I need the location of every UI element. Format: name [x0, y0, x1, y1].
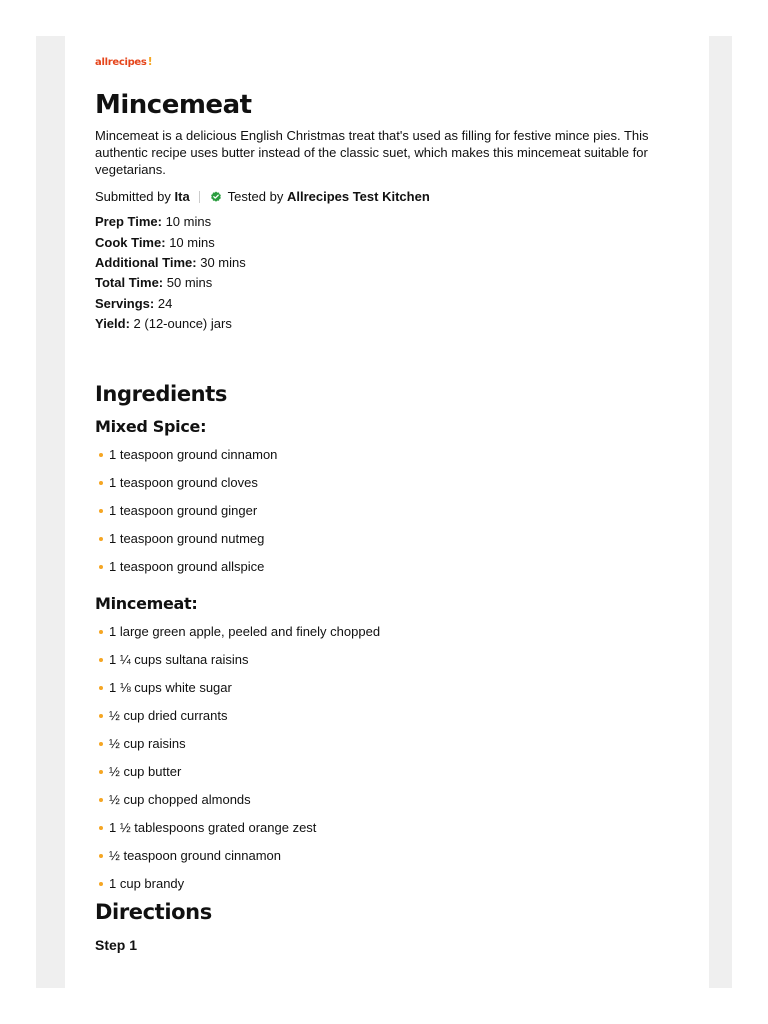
- bullet-icon: [99, 481, 103, 485]
- detail-value: 30 mins: [200, 255, 246, 270]
- submitted-by-author[interactable]: Ita: [174, 189, 190, 205]
- tested-by-name[interactable]: Allrecipes Test Kitchen: [286, 189, 430, 205]
- ingredient-text: 1 ½ tablespoons grated orange zest: [109, 820, 317, 836]
- bullet-icon: [99, 742, 103, 746]
- detail-yield: [95, 314, 695, 334]
- recipe-title: Mincemeat: [95, 90, 252, 120]
- bullet-icon: [99, 453, 103, 457]
- detail-cook-time: [95, 233, 695, 253]
- detail-value: 24: [157, 295, 173, 311]
- detail-value: 10 mins: [165, 214, 212, 230]
- recipe-article: [95, 52, 695, 953]
- ingredient-text: ½ cup butter: [109, 764, 182, 780]
- detail-additional-time: [95, 253, 695, 273]
- allrecipes-logo[interactable]: [95, 55, 152, 68]
- ingredient-list-mincemeat: [95, 619, 695, 899]
- detail-label: Prep Time:: [95, 214, 162, 230]
- bullet-icon: [99, 537, 103, 541]
- ingredient-list-mixed-spice: [95, 442, 695, 582]
- byline-divider: [199, 191, 200, 203]
- logo-text: allrecipes: [95, 57, 147, 68]
- ingredient-item: [95, 470, 695, 498]
- bullet-icon: [99, 630, 103, 634]
- ingredient-text: 1 teaspoon ground cinnamon: [109, 447, 278, 462]
- ingredient-item: [95, 619, 695, 647]
- detail-total-time: [95, 273, 695, 293]
- detail-value: 10 mins: [169, 234, 215, 250]
- ingredient-text: ½ teaspoon ground cinnamon: [109, 848, 282, 864]
- right-page-rail: [709, 36, 732, 988]
- detail-label: Cook Time:: [95, 234, 166, 250]
- ingredient-item: [95, 787, 695, 815]
- submitted-by-prefix: Submitted by: [95, 189, 171, 205]
- ingredient-item: [95, 843, 695, 871]
- ingredient-item: [95, 647, 695, 675]
- ingredient-text: 1 ⅛ cups white sugar: [109, 680, 232, 696]
- ingredient-text: ½ cup chopped almonds: [109, 792, 251, 808]
- ingredient-text: ½ cup dried currants: [109, 708, 228, 724]
- ingredient-item: [95, 703, 695, 731]
- recipe-byline: [95, 188, 695, 206]
- ingredient-item: [95, 731, 695, 759]
- ingredient-text: 1 cup brandy: [109, 876, 185, 892]
- left-page-rail: [36, 36, 65, 988]
- bullet-icon: [99, 798, 103, 802]
- bullet-icon: [99, 509, 103, 513]
- bullet-icon: [99, 658, 103, 662]
- detail-prep-time: [95, 212, 695, 232]
- logo-mark: !: [147, 55, 153, 68]
- ingredient-item: [95, 554, 695, 582]
- ingredient-item: [95, 675, 695, 703]
- ingredient-text: 1 teaspoon ground ginger: [109, 503, 258, 518]
- bullet-icon: [99, 565, 103, 569]
- bullet-icon: [99, 882, 103, 886]
- bullet-icon: [99, 826, 103, 830]
- ingredient-item: [95, 442, 695, 470]
- ingredient-item: [95, 498, 695, 526]
- ingredients-heading: Ingredients: [95, 381, 227, 406]
- ingredient-item: [95, 871, 695, 899]
- ingredient-text: 1 large green apple, peeled and finely chopped: [109, 624, 381, 640]
- ingredient-text: 1 teaspoon ground nutmeg: [109, 531, 265, 546]
- detail-label: Total Time:: [95, 275, 164, 291]
- ingredient-text: 1 teaspoon ground cloves: [109, 475, 258, 490]
- bullet-icon: [99, 854, 103, 858]
- ingredient-item: [95, 815, 695, 843]
- detail-label: Yield:: [95, 316, 130, 332]
- detail-value: 50 mins: [166, 275, 213, 291]
- bullet-icon: [99, 714, 103, 718]
- tested-by-prefix: Tested by: [227, 189, 284, 205]
- bullet-icon: [99, 686, 103, 690]
- detail-label: Servings:: [95, 295, 155, 311]
- detail-servings: [95, 294, 695, 314]
- step-label: Step 1: [95, 937, 138, 954]
- ingredient-text: ½ cup raisins: [109, 736, 186, 752]
- ingredient-group-title: Mixed Spice:: [95, 416, 207, 436]
- ingredient-item: [95, 526, 695, 554]
- recipe-details: [95, 212, 695, 334]
- directions-heading: Directions: [95, 900, 212, 925]
- ingredient-group-title: Mincemeat:: [95, 594, 198, 613]
- ingredient-text: 1 ¼ cups sultana raisins: [109, 652, 249, 668]
- verified-check-icon: [210, 191, 222, 203]
- detail-value: 2 (12-ounce) jars: [133, 316, 232, 332]
- ingredient-item: [95, 759, 695, 787]
- detail-label: Additional Time:: [95, 255, 197, 270]
- ingredient-text: 1 teaspoon ground allspice: [109, 559, 265, 574]
- recipe-description: Mincemeat is a delicious English Christmas treat that's used as filling for festive mince pies. This authentic recipe uses butter instead of the classic suet, which makes this mincemeat suitable for vegetarians.: [95, 128, 649, 178]
- bullet-icon: [99, 770, 103, 774]
